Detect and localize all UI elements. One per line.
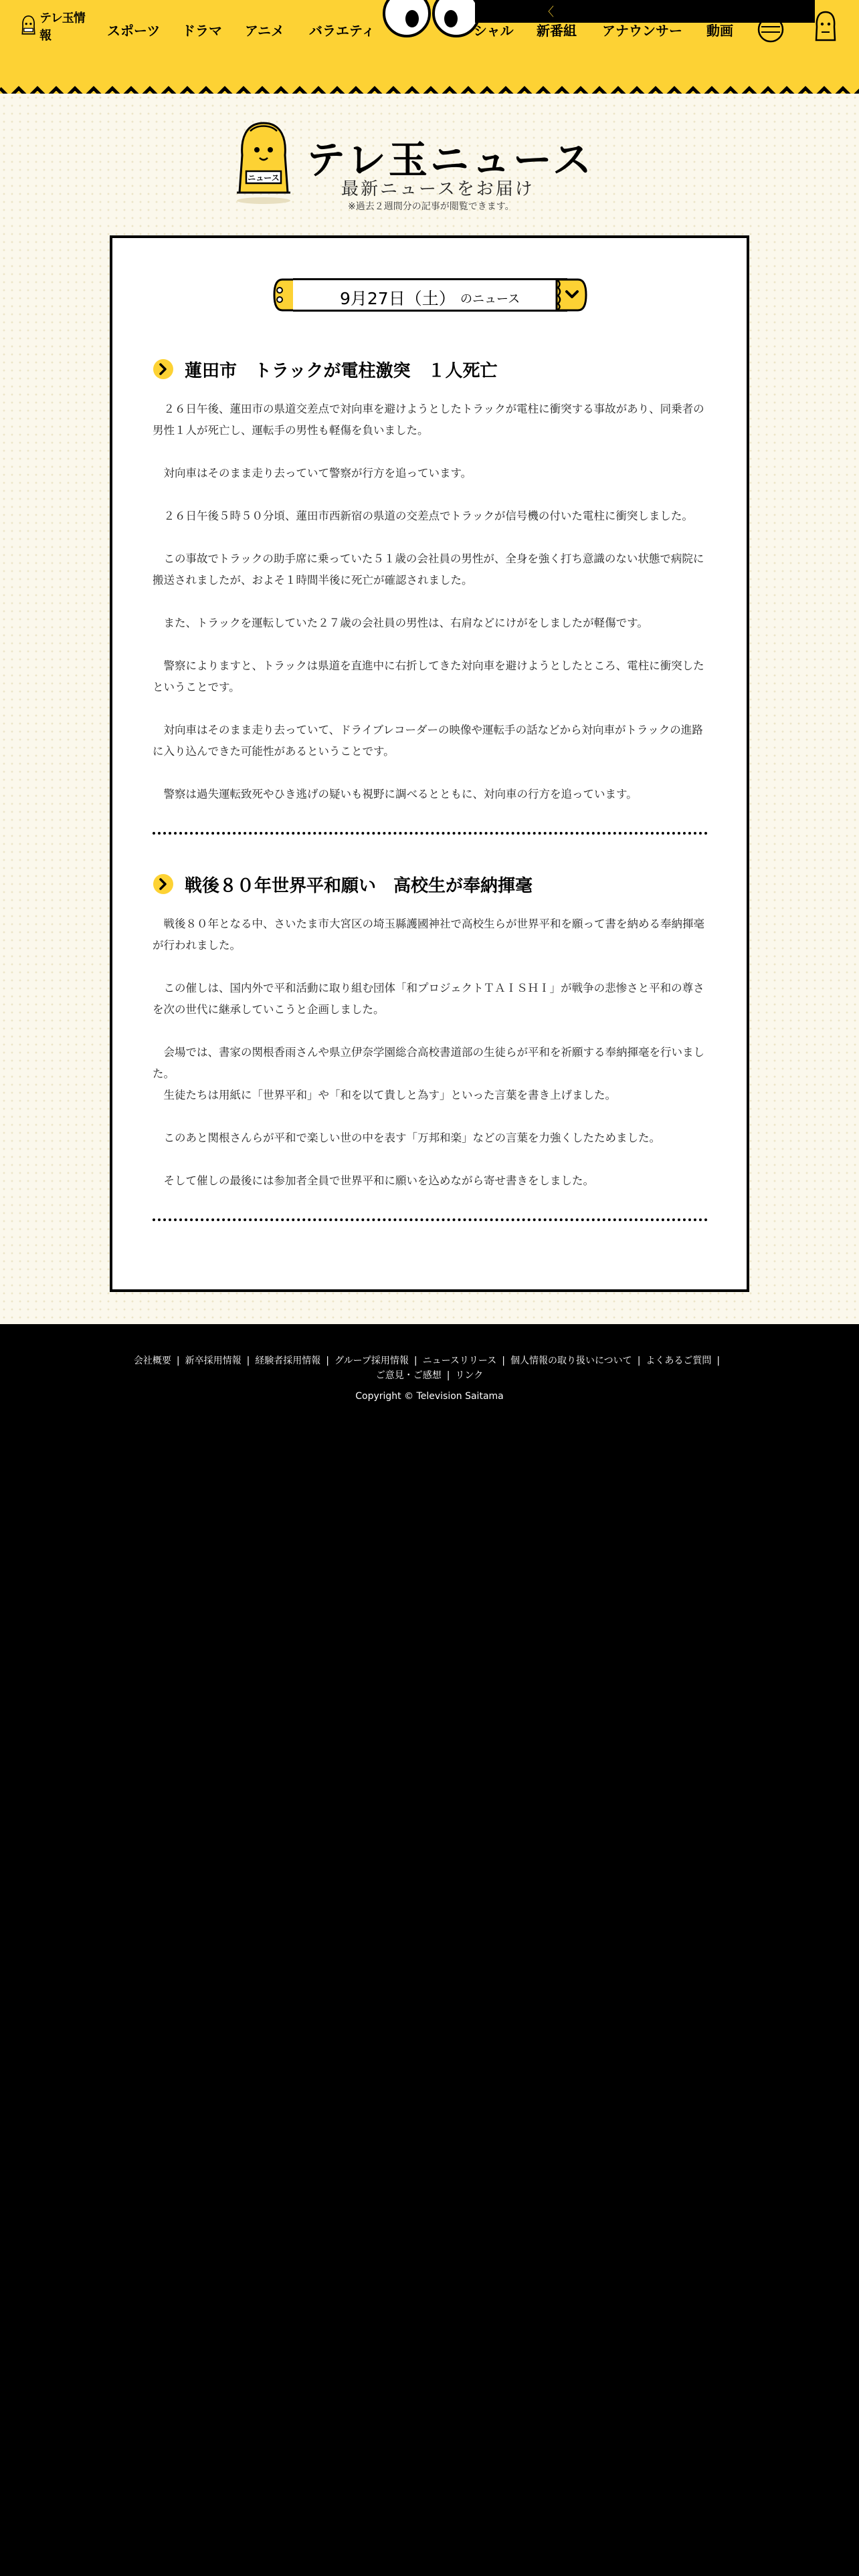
article-paragraph: この催しは、国内外で平和活動に取り組む団体「和プロジェクトＴＡＩＳＨＩ」が戦争の悲惨さと平和の尊さを次の世代に継承していこうと企画しました。 xyxy=(153,982,704,1016)
article-paragraph: そして催しの最後には参加者全員で世界平和に願いを込めながら寄せ書きをしました。 xyxy=(153,1174,594,1187)
news-card xyxy=(110,235,749,1292)
copyright: Copyright © Television Saitama xyxy=(355,1391,504,1402)
article-paragraph: 生徒たちは用紙に「世界平和」や「和を以て貴しと為す」といった言葉を書き上げました。 xyxy=(153,1089,616,1101)
news-mascot-icon xyxy=(230,118,297,205)
mascot-logo-icon xyxy=(20,13,37,39)
chevron-down-icon[interactable] xyxy=(554,278,587,312)
nav-announcers[interactable]: アナウンサー xyxy=(602,23,682,39)
mascot-eyes-icon xyxy=(381,0,482,41)
mascot-menu-icon[interactable] xyxy=(812,8,839,45)
footer-link-privacy[interactable]: 個人情報の取り扱いについて xyxy=(510,1356,632,1366)
footer-link-group-recruit[interactable]: グループ採用情報 xyxy=(335,1356,409,1366)
footer-links: 会社概要 | 新卒採用情報 | 経験者採用情報 | グループ採用情報 | ニュースリリース | 個人情報の取り扱いについて | よくあるご質問 | ご意見・ご感想 | リンク xyxy=(133,1356,721,1381)
footer-link-new-grad[interactable]: 新卒採用情報 xyxy=(185,1356,242,1366)
article-paragraph: 警察は過失運転致死やひき逃げの疑いも視野に調べるとともに、対向車の行方を追っています。 xyxy=(153,788,638,800)
article-paragraph: 警察によりますと、トラックは県道を直進中に右折してきた対向車を避けようとしたところ、電柱に衝突したということです。 xyxy=(153,659,704,693)
nav-drama[interactable]: ドラマ xyxy=(182,23,222,39)
selected-date: 9月27日（土） xyxy=(340,289,456,308)
article-paragraph: 会場では、書家の関根香雨さんや県立伊奈学園総合高校書道部の生徒らが平和を祈願する奉納揮毫を行いました。 xyxy=(153,1046,704,1080)
article-divider xyxy=(153,832,708,835)
date-selector[interactable] xyxy=(273,278,587,312)
banner-text: 〈 xyxy=(542,5,554,19)
article-paragraph: 戦後８０年となる中、さいたま市大宮区の埼玉縣護國神社で高校生らが世界平和を願って書を納める奉納揮毫が行われました。 xyxy=(153,918,704,952)
article-title: 戦後８０年世界平和願い 高校生が奉納揮毫 xyxy=(185,876,533,896)
mascot-face-icon[interactable] xyxy=(756,15,785,44)
article-paragraph: このあと関根さんらが平和で楽しい世の中を表す「万邦和楽」などの言葉を力強くしたためました。 xyxy=(153,1132,660,1144)
article-paragraph: また、トラックを運転していた２７歳の会社員の男性は、右肩などにけがをしましたが軽傷です。 xyxy=(153,617,648,629)
article-paragraph: ２６日午後５時５０分頃、蓮田市西新宿の県道の交差点でトラックが信号機の付いた電柱に衝突しました。 xyxy=(153,510,693,522)
footer-link-news-release[interactable]: ニュースリリース xyxy=(422,1356,497,1366)
footer-link-company[interactable]: 会社概要 xyxy=(133,1356,171,1366)
chevron-right-icon xyxy=(153,873,174,895)
article-paragraph: 対向車はそのまま走り去っていて、ドライブレコーダーの映像や運転手の話などから対向車がトラックの進路に入り込んできた可能性があるということです。 xyxy=(153,724,703,758)
footer-link-feedback[interactable]: ご意見・ご感想 xyxy=(375,1370,442,1381)
site-logo[interactable] xyxy=(20,9,87,43)
date-pill[interactable] xyxy=(293,278,567,312)
archive-note: ※過去２週間分の記事が閲覧できます。 xyxy=(348,201,514,212)
article-title: 蓮田市 トラックが電柱激突 １人死亡 xyxy=(185,361,498,381)
footer-zigzag-border xyxy=(0,1317,859,1331)
article-paragraph: 対向車はそのまま走り去っていて警察が行方を追っています。 xyxy=(153,467,472,479)
article-heading[interactable] xyxy=(153,356,708,383)
logo-text: テレ玉情報 xyxy=(39,11,85,43)
article-paragraph: ２６日午後、蓮田市の県道交差点で対向車を避けようとしたトラックが電柱に衝突する事故があり、同乗者の男性１人が死亡し、運転手の男性も軽傷を負いました。 xyxy=(153,403,704,437)
footer-link-links[interactable]: リンク xyxy=(455,1370,484,1381)
site-header xyxy=(0,0,859,100)
nav-sports[interactable]: スポーツ xyxy=(107,23,161,39)
mascot-sign-text: ニュース xyxy=(248,173,280,183)
nav-new-programs[interactable]: 新番組 xyxy=(537,23,577,39)
page-subtitle: 最新ニュースをお届け xyxy=(341,179,535,199)
footer-link-experienced[interactable]: 経験者採用情報 xyxy=(255,1356,321,1366)
nav-videos[interactable]: 動画 xyxy=(706,23,733,39)
nav-special[interactable]: シャル xyxy=(474,23,514,39)
date-suffix: のニュース xyxy=(460,292,520,306)
chevron-right-icon xyxy=(153,358,174,380)
nav-variety[interactable]: バラエティ xyxy=(309,23,375,39)
article-heading[interactable] xyxy=(153,871,708,897)
page-title: テレ玉ニュース xyxy=(306,137,594,183)
article-paragraph: この事故でトラックの助手席に乗っていた５１歳の会社員の男性が、全身を強く打ち意識のない状態で病院に搬送されましたが、およそ１時間半後に死亡が確認されました。 xyxy=(153,552,704,586)
nav-anime[interactable]: アニメ xyxy=(245,23,284,39)
footer-link-faq[interactable]: よくあるご質問 xyxy=(646,1356,712,1366)
article-divider xyxy=(153,1218,708,1221)
